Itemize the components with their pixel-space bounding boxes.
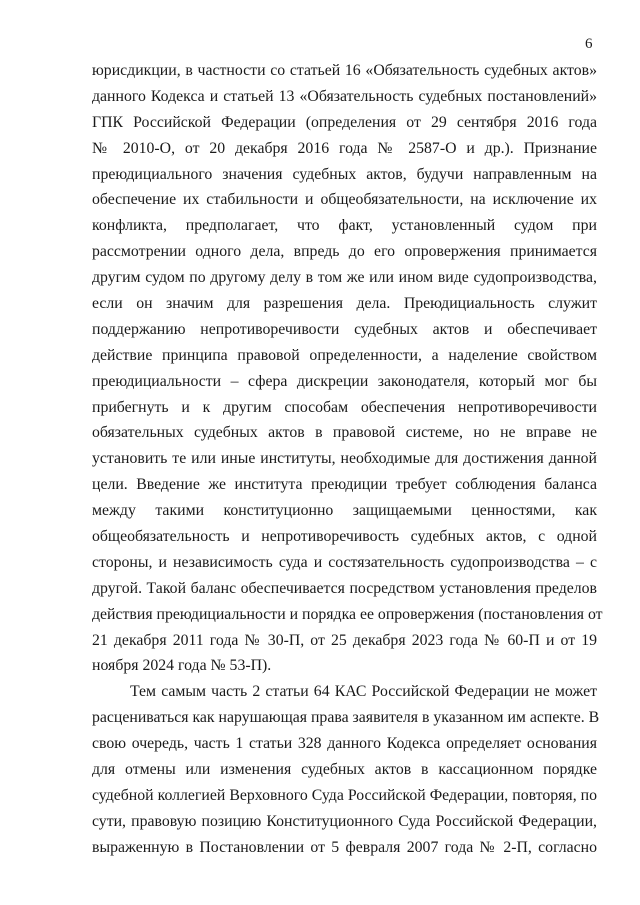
- text-line: стороны, и независимость суда и состязательность судопроизводства – с: [92, 553, 597, 571]
- document-body: [92, 58, 603, 861]
- text-line: юрисдикции, в частности со статьей 16 «Обязательность судебных актов»: [92, 62, 597, 79]
- text-line: преюдициальности – сфера дискреции законодателя, который мог бы: [92, 372, 597, 390]
- text-line: действие принципа правовой определенности, а наделение свойством: [92, 346, 597, 364]
- text-line: для отмены или изменения судебных актов в кассационном порядке: [92, 761, 597, 779]
- text-line: ГПК Российской Федерации (определения от 29 сентября 2016 года: [92, 113, 597, 131]
- paragraph-1: [92, 58, 603, 679]
- text-line: цели. Введение же института преюдиции требует соблюдения баланса: [92, 476, 597, 494]
- text-line: установить те или иные институты, необходимые для достижения данной: [92, 450, 597, 468]
- text-line: ноября 2024 года № 53-П).: [92, 657, 272, 675]
- text-line: 21 декабря 2011 года № 30-П, от 25 декабря 2023 года № 60-П и от 19: [92, 631, 597, 649]
- text-line: другой. Такой баланс обеспечивается посредством установления пределов: [92, 579, 597, 597]
- text-line: общеобязательность и непротиворечивость судебных актов, с одной: [92, 528, 597, 546]
- text-line: обязательных судебных актов в правовой системе, но не вправе не: [92, 424, 597, 442]
- paragraph-2: [92, 679, 600, 860]
- text-line: между такими конституционно защищаемыми ценностями, как: [92, 502, 597, 520]
- text-line: действия преюдициальности и порядка ее опровержения (постановления от: [92, 605, 603, 623]
- text-line: конфликта, предполагает, что факт, установленный судом при: [92, 217, 597, 235]
- text-line: свою очередь, часть 1 статьи 328 данного Кодекса определяет основания: [92, 735, 597, 753]
- page-number: 6: [585, 36, 593, 52]
- text-line: другим судом по другому делу в том же или ином виде судопроизводства,: [92, 269, 597, 287]
- text-line: сути, правовую позицию Конституционного Суда Российской Федерации,: [92, 812, 597, 830]
- text-line: преюдициального значения судебных актов, будучи направленным на: [92, 165, 597, 183]
- text-line: если он значим для разрешения дела. Преюдициальность служит: [92, 295, 597, 313]
- text-line: Тем самым часть 2 статьи 64 КАС Российской Федерации не может: [130, 683, 597, 701]
- text-line: поддержанию непротиворечивости судебных актов и обеспечивает: [92, 320, 597, 338]
- text-line: № 2010-О, от 20 декабря 2016 года № 2587-О и др.). Признание: [92, 139, 597, 157]
- text-line: прибегнуть и к другим способам обеспечения непротиворечивости: [92, 398, 597, 416]
- text-line: обеспечение их стабильности и общеобязательности, на исключение их: [92, 191, 597, 209]
- text-line: рассмотрении одного дела, впредь до его опровержения принимается: [92, 243, 597, 261]
- text-line: данного Кодекса и статьей 13 «Обязательность судебных постановлений»: [92, 87, 597, 105]
- text-line: судебной коллегией Верховного Суда Российской Федерации, повторяя, по: [92, 786, 597, 804]
- text-line: выраженную в Постановлении от 5 февраля 2007 года № 2-П, согласно: [92, 838, 597, 856]
- text-line: расцениваться как нарушающая права заявителя в указанном им аспекте. В: [92, 709, 600, 727]
